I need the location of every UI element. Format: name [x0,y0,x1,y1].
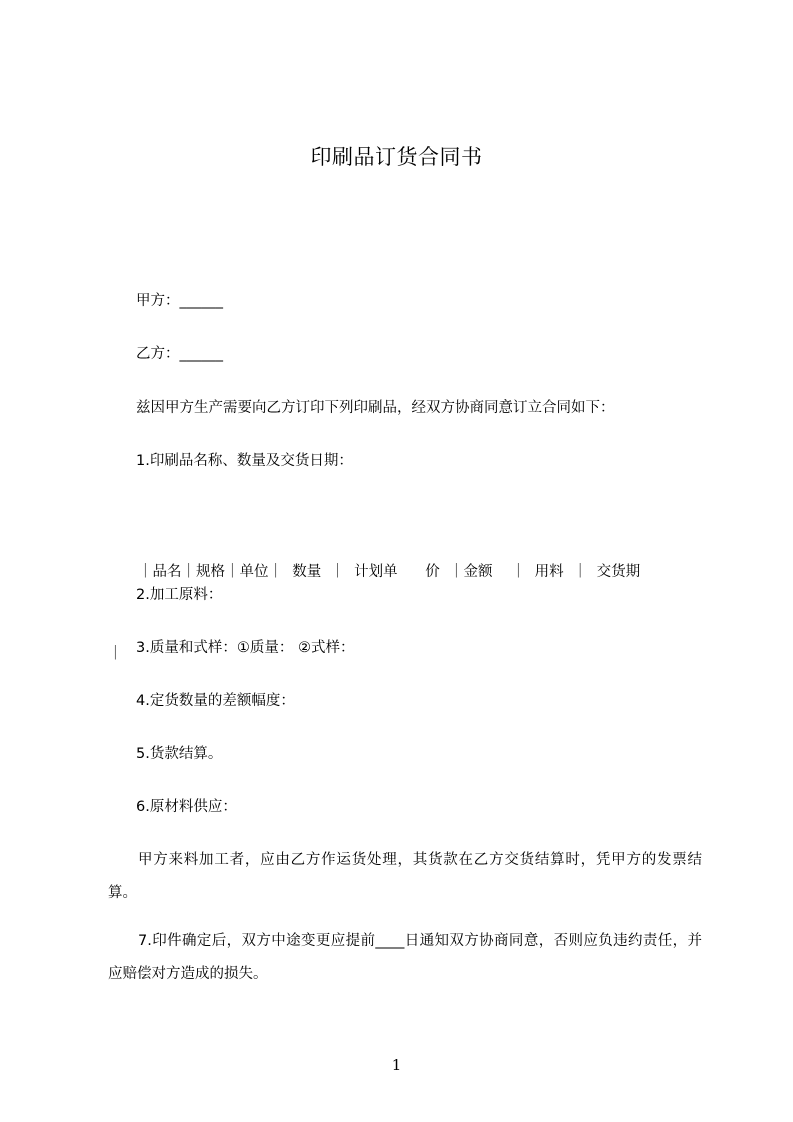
section-6-paragraph: 甲方来料加工者，应由乙方作运货处理，其货款在乙方交货结算时，凭甲方的发票结算。 [108,852,702,901]
section-1-heading: 1.印刷品名称、数量及交货日期： [136,453,353,469]
section-3-heading: 3.质量和式样：①质量： ②式样： [136,640,355,656]
section-4-heading: 4.定货数量的差额幅度： [136,693,295,709]
section-5-heading: 5.货款结算。 [136,746,223,762]
party-a-line: 甲方：______ [136,293,223,309]
document-title: 印刷品订货合同书 [310,145,483,169]
intro-paragraph: 兹因甲方生产需要向乙方订印下列印刷品，经双方协商同意订立合同如下： [136,400,615,416]
section-7-paragraph: 7.印件确定后，双方中途变更应提前____日通知双方协商同意，否则应负违约责任，并应赔偿对方造成的损失。 [108,933,702,982]
order-table-header-columns: ｜品名｜规格｜单位｜ 数量 ｜ 计划单 价 ｜金额 ｜ 用料 ｜ 交货期 [138,564,641,580]
party-b-line: 乙方：______ [136,346,223,362]
section-2-heading: 2.加工原料： [136,587,223,603]
section-6-heading: 6.原材料供应： [136,799,237,815]
order-table-header-end: ｜ [108,646,123,662]
page-number: 1 [391,1056,402,1074]
